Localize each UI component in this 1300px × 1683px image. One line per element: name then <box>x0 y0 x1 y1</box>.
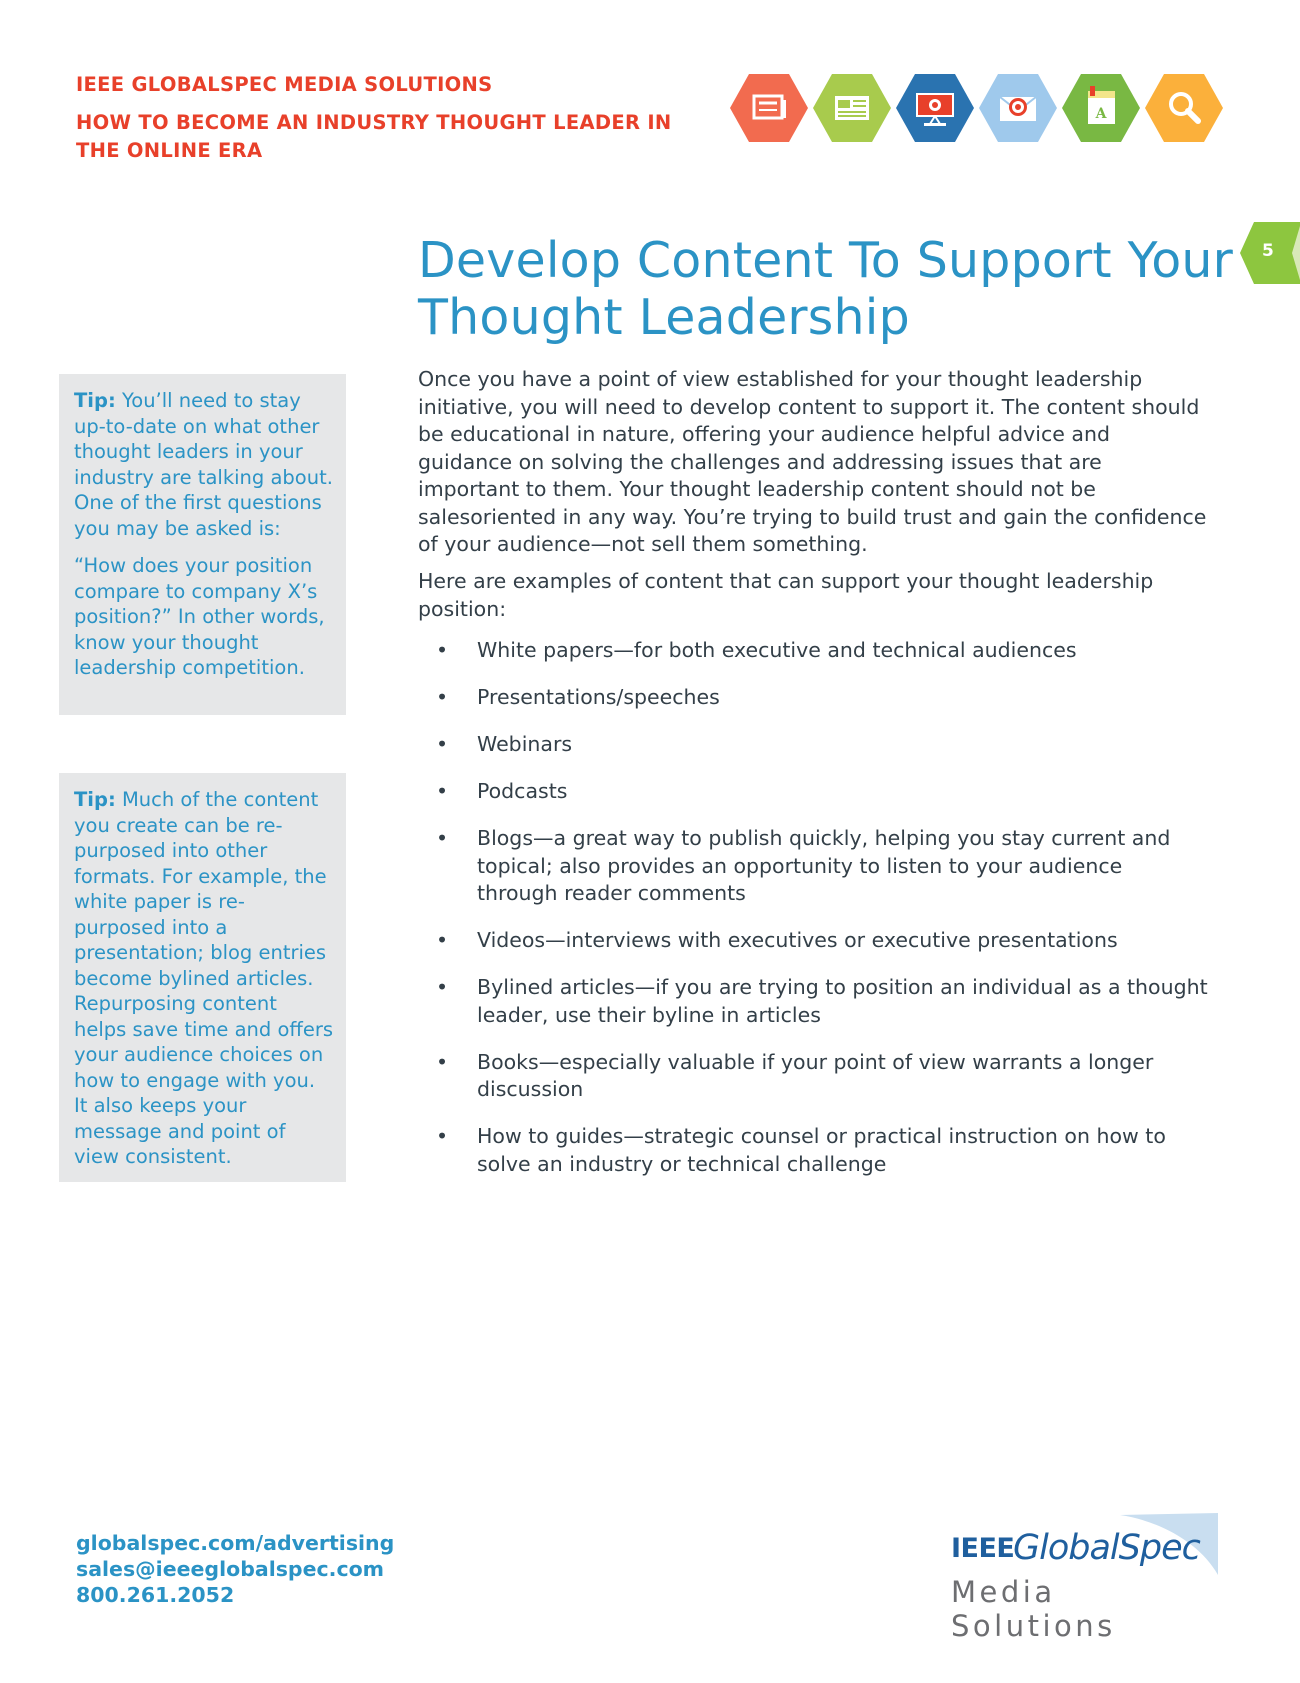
tip-body: You’ll need to stay up-to-date on what other thought leaders in your industry are talking about. One of the first questions you may be asked is: <box>74 389 333 540</box>
article-icon <box>813 74 891 142</box>
list-item <box>418 637 1208 665</box>
intro-paragraph: Once you have a point of view established for your thought leadership initiative, you will need to develop content to support it. The content should be educational in nature, offering your audience helpful advice and guidance on solving the challenges and addressing issues that are important to them. Your thought leadership content should not be salesoriented in any way. You’re trying to build trust and gain the confidence of your audience—not sell them something. <box>418 367 1207 556</box>
list-item <box>418 684 1208 712</box>
book-icon <box>1062 74 1140 142</box>
list-item-text: Videos—interviews with executives or executive presentations <box>477 928 1118 952</box>
list-item-text: Presentations/speeches <box>477 685 720 709</box>
newspaper-icon <box>730 74 808 142</box>
bullet-icon: • <box>436 685 449 709</box>
list-item <box>418 1049 1208 1104</box>
logo-media-solutions-text: Media Solutions <box>951 1575 1116 1643</box>
tip-label: Tip: <box>74 788 116 811</box>
list-item <box>418 1123 1208 1178</box>
list-item <box>418 825 1208 908</box>
tip-box-repurposing <box>59 773 346 1182</box>
list-item <box>418 927 1208 955</box>
bullet-icon: • <box>436 928 449 952</box>
page-title: Develop Content To Support Your Thought Leadership <box>418 232 1233 346</box>
bullet-icon: • <box>436 779 449 803</box>
list-item-text: Podcasts <box>477 779 568 803</box>
bullet-icon: • <box>436 732 449 756</box>
website-link[interactable]: globalspec.com/advertising <box>76 1531 395 1555</box>
bullet-icon: • <box>436 975 449 999</box>
list-item <box>418 778 1208 806</box>
content-types-list <box>418 637 1208 1198</box>
list-item-text: How to guides—strategic counsel or practical instruction on how to solve an industry or technical challenge <box>477 1124 1166 1176</box>
list-item <box>418 731 1208 759</box>
tip-quote: “How does your position compare to company X’s position?” In other words, know your thought leadership competition. <box>74 554 325 679</box>
logo-ieee-text: IEEE <box>951 1533 1015 1564</box>
list-item-text: White papers—for both executive and technical audiences <box>477 638 1077 662</box>
list-item-text: Webinars <box>477 732 573 756</box>
tip-text <box>74 787 334 1170</box>
contact-block <box>76 1530 394 1608</box>
bullet-icon: • <box>436 1049 449 1074</box>
bullet-icon: • <box>436 638 449 662</box>
tip-text <box>74 388 334 541</box>
tip-box-competition <box>59 374 346 715</box>
page-number: 5 <box>1262 241 1274 261</box>
email-target-icon <box>979 74 1057 142</box>
tip-label: Tip: <box>74 389 116 412</box>
svg-text:A: A <box>1095 106 1107 122</box>
brand-header: IEEE GLOBALSPEC MEDIA SOLUTIONS <box>76 73 493 96</box>
presentation-icon <box>896 74 974 142</box>
phone-number: 800.261.2052 <box>76 1583 235 1607</box>
magnifier-icon <box>1145 74 1223 142</box>
email-link[interactable]: sales@ieeeglobalspec.com <box>76 1557 385 1581</box>
list-item-text: Blogs—a great way to publish quickly, helping you stay current and topical; also provides an opportunity to listen to your audience through reader comments <box>477 826 1171 905</box>
bullet-icon: • <box>436 826 449 850</box>
logo-globalspec-text: GlobalSpec <box>1013 1528 1200 1568</box>
examples-paragraph: Here are examples of content that can support your thought leadership position: <box>418 569 1154 621</box>
document-title: HOW TO BECOME AN INDUSTRY THOUGHT LEADER IN THE ONLINE ERA <box>76 111 672 162</box>
ieee-globalspec-logo <box>945 1513 1225 1643</box>
list-item <box>418 974 1208 1029</box>
tip-body: Much of the content you create can be re-purposed into other formats. For example, the white paper is re-purposed into a presentation; blog entries become bylined articles. Repurposing content helps save time and offers your audience choices on how to engage with you. It also keeps your message and point of view consistent. <box>74 788 334 1168</box>
list-item-text: Bylined articles—if you are trying to position an individual as a thought leader, use their byline in articles <box>477 975 1208 1027</box>
bullet-icon: • <box>436 1124 449 1148</box>
list-item-text: Books—especially valuable if your point of view warrants a longer discussion <box>477 1049 1154 1101</box>
